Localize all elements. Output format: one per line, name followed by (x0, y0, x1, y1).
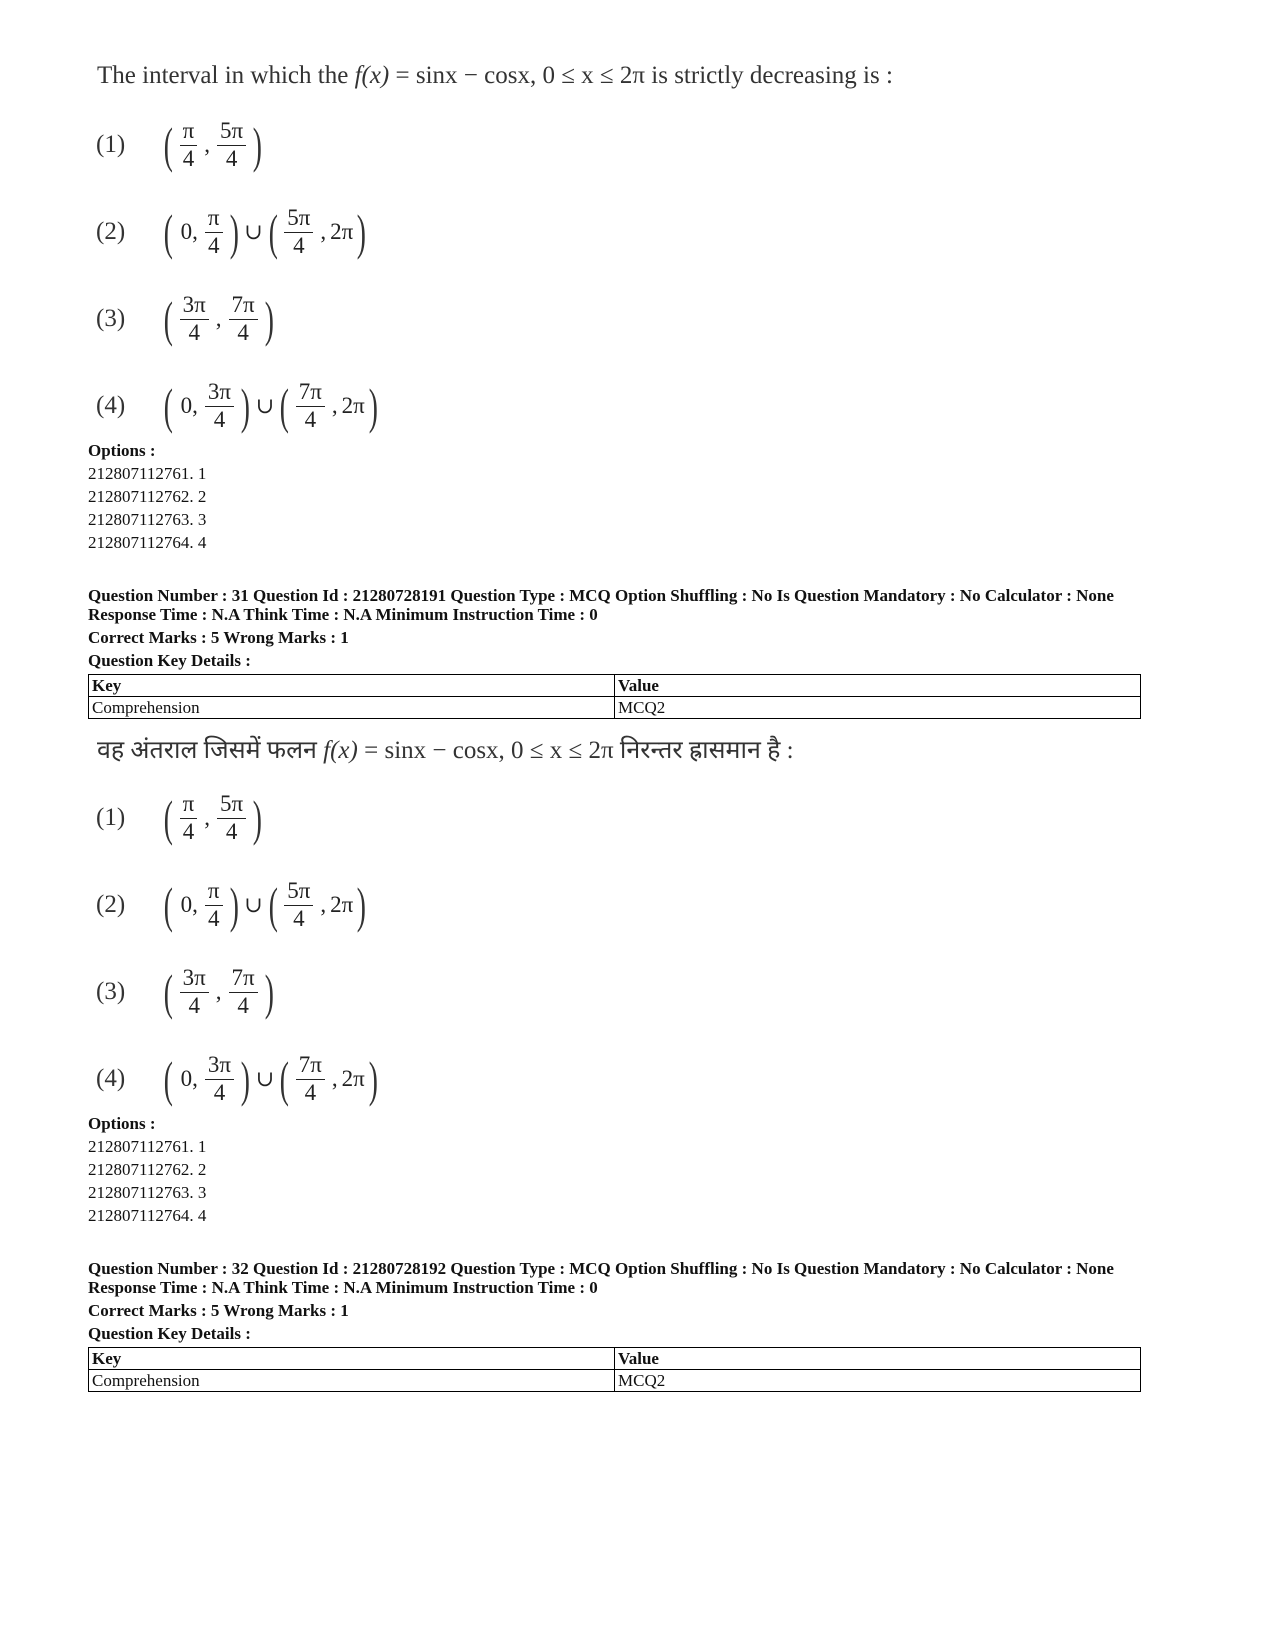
option-2 (96, 870, 370, 940)
option-expression: ( 0, $\frac{\pi}{4}$ ) ∪ ( $\frac{5\pi}{4}$ , 2π ) (163, 877, 367, 933)
table-cell-key: Comprehension (89, 1370, 615, 1392)
table-header-value: Value (615, 675, 1141, 697)
option-id-line: 212807112764. 4 (88, 533, 207, 552)
option-3 (96, 284, 277, 354)
option-expression: ( $\frac{\pi}{4}$ , $\frac{5\pi}{4}$ ) (163, 790, 263, 846)
table-row (89, 1348, 1141, 1370)
key-details-label: Question Key Details : (88, 651, 251, 670)
question-meta-line2: Response Time : N.A Think Time : N.A Minimum Instruction Time : 0 (88, 605, 598, 624)
option-number: (1) (96, 131, 126, 158)
option-number: (4) (96, 1065, 126, 1092)
key-details-table (88, 674, 1141, 719)
option-id-line: 212807112762. 2 (88, 487, 207, 506)
option-3 (96, 957, 277, 1027)
option-expression: ( 0, $\frac{3\pi}{4}$ ) ∪ ( $\frac{7\pi}{4}$ , 2π ) (163, 378, 378, 434)
question-meta-line1: Question Number : 32 Question Id : 21280728192 Question Type : MCQ Option Shuffling : No Is Question Mandatory : No Calculator : None (88, 1259, 1114, 1278)
option-1 (96, 783, 266, 853)
table-row (89, 675, 1141, 697)
key-details-label: Question Key Details : (88, 1324, 251, 1343)
option-number: (2) (96, 218, 126, 245)
option-expression: ( $\frac{3\pi}{4}$ , $\frac{7\pi}{4}$ ) (163, 291, 274, 347)
question-meta-line2: Response Time : N.A Think Time : N.A Minimum Instruction Time : 0 (88, 1278, 598, 1297)
option-1 (96, 110, 266, 180)
option-expression: ( 0, $\frac{3\pi}{4}$ ) ∪ ( $\frac{7\pi}{4}$ , 2π ) (163, 1051, 378, 1107)
table-header-key: Key (89, 1348, 615, 1370)
question-text-english: The interval in which the f(x) = sinx − cosx, 0 ≤ x ≤ 2π is strictly decreasing is : (97, 62, 893, 89)
table-cell-value: MCQ2 (615, 1370, 1141, 1392)
option-4 (96, 1044, 381, 1114)
table-header-key: Key (89, 675, 615, 697)
option-number: (2) (96, 891, 126, 918)
table-row (89, 697, 1141, 719)
question-marks: Correct Marks : 5 Wrong Marks : 1 (88, 1301, 349, 1320)
option-number: (4) (96, 392, 126, 419)
options-label: Options : (88, 441, 156, 460)
option-id-line: 212807112761. 1 (88, 464, 207, 483)
option-number: (1) (96, 804, 126, 831)
table-row (89, 1370, 1141, 1392)
table-cell-value: MCQ2 (615, 697, 1141, 719)
question-marks: Correct Marks : 5 Wrong Marks : 1 (88, 628, 349, 647)
table-cell-key: Comprehension (89, 697, 615, 719)
option-id-line: 212807112762. 2 (88, 1160, 207, 1179)
option-expression: ( $\frac{3\pi}{4}$ , $\frac{7\pi}{4}$ ) (163, 964, 274, 1020)
question-text-hindi: वह अंतराल जिसमें फलन f(x) = sinx − cosx, 0 ≤ x ≤ 2π निरन्तर ह्रासमान है : (97, 737, 794, 764)
question-meta-line1: Question Number : 31 Question Id : 21280728191 Question Type : MCQ Option Shuffling : No Is Question Mandatory : No Calculator : None (88, 586, 1114, 605)
option-id-line: 212807112761. 1 (88, 1137, 207, 1156)
table-header-value: Value (615, 1348, 1141, 1370)
option-id-line: 212807112763. 3 (88, 510, 207, 529)
key-details-table (88, 1347, 1141, 1392)
option-number: (3) (96, 305, 126, 332)
options-label: Options : (88, 1114, 156, 1133)
option-id-line: 212807112764. 4 (88, 1206, 207, 1225)
option-4 (96, 371, 381, 441)
option-2 (96, 197, 370, 267)
option-expression: ( $\frac{\pi}{4}$ , $\frac{5\pi}{4}$ ) (163, 117, 263, 173)
option-id-line: 212807112763. 3 (88, 1183, 207, 1202)
option-expression: ( 0, $\frac{\pi}{4}$ ) ∪ ( $\frac{5\pi}{4}$ , 2π ) (163, 204, 367, 260)
option-number: (3) (96, 978, 126, 1005)
